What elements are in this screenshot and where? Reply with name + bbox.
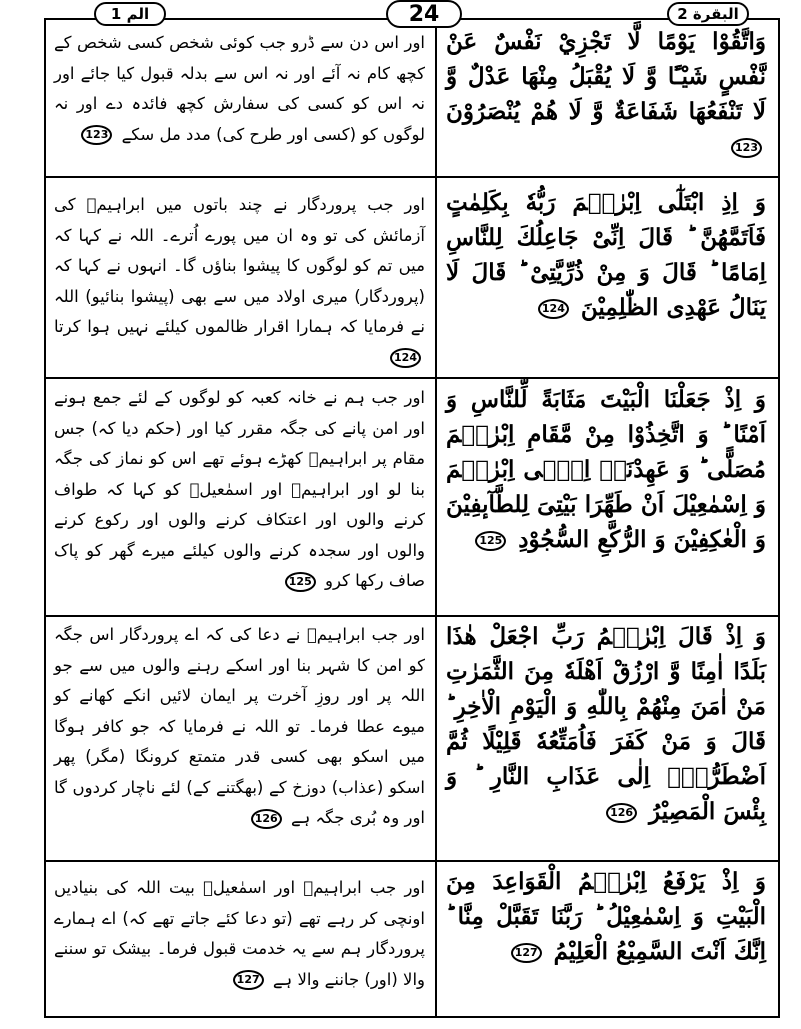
ayah-number-badge: 126 (606, 803, 637, 823)
section-divider-2 (44, 377, 780, 379)
arabic-text: وَ اِذِ ابْتَلٰٓى اِبْرٰهٖمَ رَبُّهٗ بِكَلِمٰتٍ فَاَتَمَّهُنَّ ؕ قَالَ اِنِّیْ جَاعِلُكَ لِلنَّاسِ اِمَامًا ؕ قَالَ وَ مِنْ ذُرِّیَّتِیْ ؕ قَالَ لَا یَنَالُ عَهْدِی الظّٰلِمِیْنَ (446, 189, 766, 321)
page-number-text: 24 (408, 1, 440, 27)
arabic-ayah-127 (440, 864, 776, 1014)
section-divider-3 (44, 615, 780, 617)
ayah-number-badge: 127 (233, 970, 264, 990)
arabic-ayah-124 (440, 185, 776, 375)
ayah-number-badge: 126 (251, 809, 282, 829)
para-label-text: الم 1 (110, 5, 150, 23)
para-label (94, 2, 166, 26)
surah-label (667, 2, 749, 26)
urdu-translation-126 (48, 620, 433, 858)
section-divider-4 (44, 860, 780, 862)
ayah-number-badge: 124 (538, 299, 569, 319)
urdu-text: اور جب ہم نے خانہ کعبہ کو لوگوں کے لئے جمع ہونے اور امن پانے کی جگہ مقرر کیا اور (حکم دیا کہ) جس مقام پر ابراہیمؑ کھڑے ہوئے تھے اس کو نماز کی جگہ بنا لو اور ابراہیمؑ اور اسمٰعیلؑ کو کہا کہ طواف کرنے والوں اور اعتکاف کرنے والوں اور رکوع کرنے والوں اور سجدہ کرنے والوں کیلئے میرے گھر کو پاک صاف رکھا کرو (54, 388, 425, 590)
arabic-text: وَاتَّقُوْا يَوْمًا لَّا تَجْزِيْ نَفْسٌ عَنْ نَّفْسٍ شَيْـًٔا وَّ لَا يُقْبَلُ مِنْهَا عَدْلٌ وَّ لَا تَنْفَعُهَا شَفَاعَةٌ وَّ لَا هُمْ يُنْصَرُوْنَ (446, 28, 766, 125)
urdu-text: اور جب پروردگار نے چند باتوں میں ابراہیمؑ کی آزمائش کی تو وہ ان میں پورے اُترے۔ اللہ نے کہا کہ میں تم کو لوگوں کا پیشوا بناؤں گا۔ انہوں نے کہا کہ (پروردگار) میری اولاد میں سے بھی (پیشوا بنائیو) اللہ نے فرمایا کہ ہمارا اقرار ظالموں کیلئے نہیں ہوا کرتا (54, 195, 425, 336)
ayah-number-badge: 123 (731, 138, 762, 158)
arabic-text: وَ اِذْ قَالَ اِبْرٰهٖمُ رَبِّ اجْعَلْ هٰذَا بَلَدًا اٰمِنًا وَّ ارْزُقْ اَهْلَهٗ مِنَ الثَّمَرٰتِ مَنْ اٰمَنَ مِنْهُمْ بِاللّٰهِ وَ الْیَوْمِ الْاٰخِرِ ؕ قَالَ وَ مَنْ كَفَرَ فَاُمَتِّعُهٗ قَلِیْلًا ثُمَّ اَضْطَرُّهٗۤ اِلٰى عَذَابِ النَّارِ ؕ وَ بِئْسَ الْمَصِیْرُ (446, 623, 766, 825)
section-divider-1 (44, 176, 780, 178)
urdu-translation-124 (48, 190, 433, 375)
arabic-text: وَ اِذْ جَعَلْنَا الْبَیْتَ مَثَابَةً لِّلنَّاسِ وَ اَمْنًا ؕ وَ اتَّخِذُوْا مِنْ مَّقَامِ اِبْرٰهٖمَ مُصَلًّى ؕ وَ عَهِدْنَاۤ اِلٰۤى اِبْرٰهٖمَ وَ اِسْمٰعِیْلَ اَنْ طَهِّرَا بَیْتِیَ لِلطَّآىٕفِیْنَ وَ الْعٰكِفِیْنَ وَ الرُّكَّعِ السُّجُوْدِ (446, 386, 766, 553)
urdu-text: اور جب ابراہیمؑ نے دعا کی کہ اے پروردگار اس جگہ کو امن کا شہر بنا اور اسکے رہنے والوں میں سے جو اللہ پر اور روزِ آخرت پر ایمان لائیں انکے کھانے کو میوے عطا فرما۔ تو اللہ نے فرمایا کہ جو کافر ہوگا میں اسکو بھی کسی قدر متمتع کرونگا (مگر) پھر اسکو (عذاب) دوزخ کے (بھگتنے کے) لئے ناچار کردوں گا اور وہ بُری جگہ ہے (54, 625, 425, 827)
ayah-number-badge: 125 (475, 531, 506, 551)
arabic-ayah-126 (440, 619, 776, 859)
urdu-translation-125 (48, 383, 433, 613)
surah-label-text: البقرة 2 (677, 5, 739, 23)
ayah-number-badge: 124 (390, 348, 421, 368)
urdu-translation-127 (48, 873, 433, 1013)
ayah-number-badge: 123 (81, 125, 112, 145)
column-divider (435, 18, 437, 1018)
urdu-text: اور جب ابراہیمؑ اور اسمٰعیلؑ بیت اللہ کی بنیادیں اونچی کر رہے تھے (تو دعا کئے جاتے تھے کہ) اے ہمارے پروردگار ہم سے یہ خدمت قبول فرما۔ بیشک تو سننے والا (اور) جاننے والا ہے (54, 878, 425, 989)
urdu-translation-123 (48, 28, 433, 174)
ayah-number-badge: 127 (511, 943, 542, 963)
arabic-ayah-125 (440, 382, 776, 614)
ayah-number-badge: 125 (285, 572, 316, 592)
urdu-text: اور اس دن سے ڈرو جب کوئی شخص کسی شخص کے کچھ کام نہ آئے اور نہ اس سے بدلہ قبول کیا جائے اور نہ اس کو کسی کی سفارش کچھ فائدہ دے اور نہ لوگوں کو (کسی اور طرح کی) مدد مل سکے (54, 33, 425, 144)
arabic-text: وَ اِذْ یَرْفَعُ اِبْرٰهٖمُ الْقَوَاعِدَ مِنَ الْبَیْتِ وَ اِسْمٰعِیْلُ ؕ رَبَّنَا تَقَبَّلْ مِنَّا ؕ اِنَّكَ اَنْتَ السَّمِیْعُ الْعَلِیْمُ (446, 868, 766, 965)
arabic-ayah-123 (440, 24, 776, 174)
